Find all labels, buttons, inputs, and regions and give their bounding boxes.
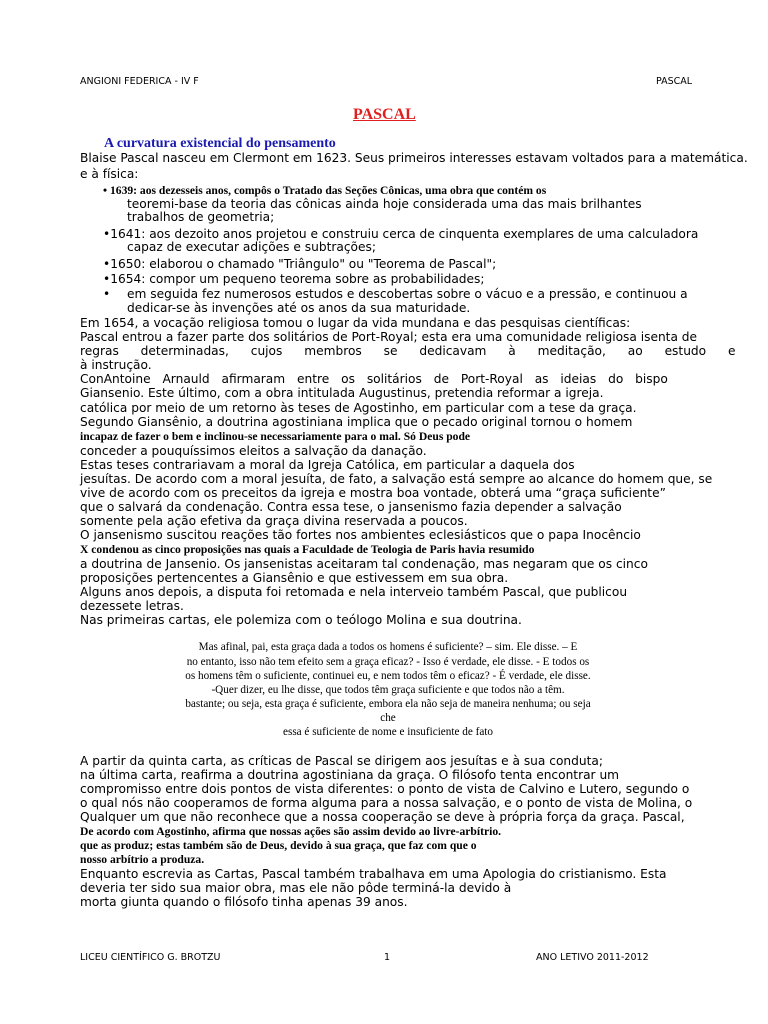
- body-line: morta giunta quando o filósofo tinha apenas 39 anos.: [80, 895, 408, 909]
- bullet-item: [103, 184, 546, 197]
- bullet-text: em seguida fez numerosos estudos e descobertas sobre o vácuo e a pressão, e continuou a: [127, 287, 688, 301]
- body-line: conceder a pouquíssimos eleitos a salvação da danação.: [80, 444, 427, 458]
- body-line: Alguns anos depois, a disputa foi retomada e nela interveio também Pascal, que publicou: [80, 585, 628, 599]
- body-line: Giansenio. Este último, com a obra intitulada Augustinus, pretendia reformar a igreja.: [80, 386, 604, 400]
- bullet-continuation: trabalhos de geometria;: [127, 210, 275, 224]
- body-line: deveria ter sido sua maior obra, mas ele não pôde terminá-la devido à: [80, 881, 512, 895]
- body-line-bold: X condenou as cinco proposições nas quais a Faculdade de Teologia de Paris havia resumido: [80, 543, 535, 556]
- bullet-continuation: capaz de executar adições e subtrações;: [127, 240, 376, 254]
- footer-school: LICEU CIENTÍFICO G. BROTZU: [80, 952, 221, 963]
- body-line: Em 1654, a vocação religiosa tomou o lugar da vida mundana e das pesquisas científicas:: [80, 316, 631, 330]
- header-topic: PASCAL: [656, 76, 693, 87]
- body-line: o qual nós não cooperamos de forma alguma para a nossa salvação, e o ponto de vista de Molina, o: [80, 796, 693, 810]
- body-line: Pascal entrou a fazer parte dos solitários de Port-Royal; esta era uma comunidade religiosa isenta de: [80, 330, 698, 344]
- quote-line: -Quer dizer, eu lhe disse, que todos têm graça suficiente e que todos não a têm.: [211, 684, 565, 696]
- body-line: Qualquer um que não reconhece que a nossa cooperação se deve à própria força da graça. Pascal,: [80, 810, 685, 824]
- bullet-continuation: teoremi-base da teoria das cônicas ainda hoje considerada uma das mais brilhantes: [127, 197, 642, 211]
- quote-line: essa é suficiente de nome e insuficiente de fato: [283, 726, 493, 738]
- section-subtitle: A curvatura existencial do pensamento: [104, 136, 336, 151]
- footer-year: ANO LETIVO 2011-2012: [536, 952, 649, 963]
- bullet-text: 1654: compor um pequeno teorema sobre as probabilidades;: [110, 272, 485, 286]
- body-line: somente pela ação efetiva da graça divina reservada a poucos.: [80, 514, 468, 528]
- bullet-item: [103, 257, 496, 271]
- bullet-marker: •: [103, 287, 111, 301]
- bullet-text: 1650: elaborou o chamado "Triângulo" ou "Teorema de Pascal";: [110, 257, 497, 271]
- bullet-marker: •: [103, 227, 111, 241]
- body-line: à instrução.: [80, 358, 152, 372]
- body-line: proposições pertencentes a Giansênio e que estivessem em sua obra.: [80, 571, 509, 585]
- body-line: a doutrina de Jansenio. Os jansenistas aceitaram tal condenação, mas negaram que os cinco: [80, 557, 648, 571]
- bullet-item: [103, 227, 698, 241]
- intro-line: Blaise Pascal nasceu em Clermont em 1623. Seus primeiros interesses estavam voltados para a matemática.: [80, 151, 748, 165]
- body-line: vive de acordo com os preceitos da igreja e mostra boa vontade, obterá uma “graça suficiente”: [80, 486, 666, 500]
- body-line: regras determinadas, cujos membros se dedicavam à meditação, ao estudo e: [80, 344, 736, 358]
- body-line: dezessete letras.: [80, 599, 184, 613]
- bullet-text: 1641: aos dezoito anos projetou e construiu cerca de cinquenta exemplares de uma calculadora: [110, 227, 699, 241]
- body-line-bold: De acordo com Agostinho, afirma que nossas ações são assim devido ao livre-arbítrio.: [80, 825, 502, 838]
- body-line: Estas teses contrariavam a moral da Igreja Católica, em particular a daquela dos: [80, 458, 575, 472]
- bullet-item: [103, 287, 739, 301]
- body-line-bold: nosso arbítrio a produza.: [80, 853, 205, 866]
- bullet-continuation: dedicar-se às invenções até os anos da sua maturidade.: [127, 301, 471, 315]
- page-title: PASCAL: [353, 106, 416, 123]
- bullet-marker: •: [103, 272, 111, 286]
- body-line: Enquanto escrevia as Cartas, Pascal também trabalhava em uma Apologia do cristianismo. Esta: [80, 867, 667, 881]
- bullet-item: [103, 272, 485, 286]
- page-number: 1: [384, 952, 391, 963]
- bullet-marker: •: [103, 257, 111, 271]
- bullet-text: 1639: aos dezesseis anos, compôs o Tratado das Seções Cônicas, uma obra que contém os: [109, 184, 547, 197]
- body-line: católica por meio de um retorno às teses de Agostinho, em particular com a tese da graça.: [80, 401, 637, 415]
- body-line: na última carta, reafirma a doutrina agostiniana da graça. O filósofo tenta encontrar um: [80, 768, 620, 782]
- body-line: O jansenismo suscitou reações tão fortes nos ambientes eclesiásticos que o papa Inocêncio: [80, 528, 641, 542]
- quote-line: Mas afinal, pai, esta graça dada a todos os homens é suficiente? – sim. Ele disse. – E: [198, 641, 578, 653]
- bullet-marker: •: [103, 184, 108, 197]
- body-line-bold: que as produz; estas também são de Deus, devido à sua graça, que faz com que o: [80, 839, 477, 852]
- body-line: Nas primeiras cartas, ele polemiza com o teólogo Molina e sua doutrina.: [80, 613, 522, 627]
- body-line: compromisso entre dois pontos de vista diferentes: o ponto de vista de Calvino e Lutero, segundo o: [80, 782, 690, 796]
- body-line: jesuítas. De acordo com a moral jesuíta, de fato, a salvação está sempre ao alcance do homem que, se: [80, 472, 713, 486]
- quote-line: che: [380, 712, 396, 724]
- quote-line: bastante; ou seja, esta graça é suficiente, embora ela não seja de maneira nenhuma; ou seja: [185, 698, 591, 710]
- body-line: que o salvará da condenação. Contra essa tese, o jansenismo fazia depender a salvação: [80, 500, 622, 514]
- intro-line: e à física:: [80, 167, 139, 181]
- body-line: A partir da quinta carta, as críticas de Pascal se dirigem aos jesuítas e à sua conduta;: [80, 754, 603, 768]
- body-line: ConAntoine Arnauld afirmaram entre os solitários de Port-Royal as ideias do bispo: [80, 372, 668, 386]
- quote-line: os homens têm o suficiente, continuei eu, e nem todos têm o eficaz? - É verdade, ele disse.: [185, 670, 591, 682]
- body-line-bold: incapaz de fazer o bem e inclinou-se necessariamente para o mal. Só Deus pode: [80, 430, 471, 443]
- quote-line: no entanto, isso não tem efeito sem a graça eficaz? - Isso é verdade, ele disse. - E todos os: [186, 656, 590, 668]
- body-line: Segundo Giansênio, a doutrina agostiniana implica que o pecado original tornou o homem: [80, 415, 633, 429]
- header-author: ANGIONI FEDERICA - IV F: [80, 76, 199, 87]
